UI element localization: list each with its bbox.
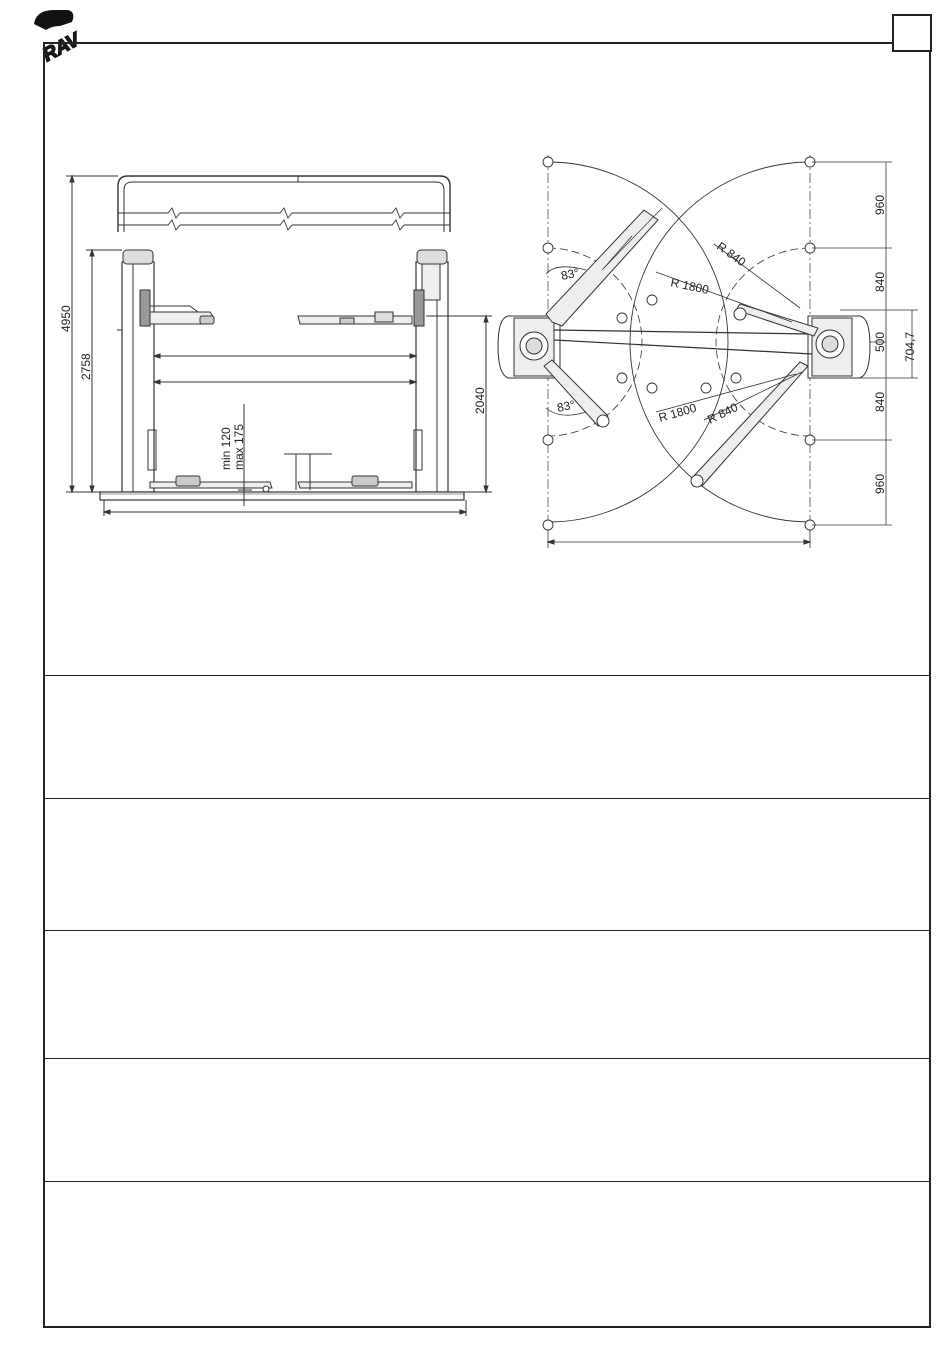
section-divider-4 — [43, 1058, 931, 1059]
label-short-arm-radius-lower: R 840 — [705, 400, 741, 427]
section-divider-2 — [43, 798, 931, 799]
section-divider-1 — [43, 675, 931, 676]
dim-bottom-spacing: 960 — [873, 473, 887, 494]
label-arm-angle-lower: 83° — [555, 397, 577, 415]
dim-upper-mid-spacing: 840 — [873, 271, 887, 292]
section-divider-5 — [43, 1181, 931, 1182]
dim-center-spacing: 500 — [873, 331, 887, 352]
label-long-arm-radius-lower: R 1800 — [656, 400, 699, 425]
label-arm-angle-upper: 83° — [559, 265, 581, 283]
label-long-arm-radius-upper: R 1800 — [669, 275, 711, 297]
svg-text:RAV: RAV — [39, 29, 84, 66]
front-view — [59, 176, 492, 516]
label-short-arm-radius-upper: R 840 — [714, 239, 749, 270]
dim-column-height: 2758 — [79, 353, 93, 380]
dim-lower-mid-spacing: 840 — [873, 391, 887, 412]
dim-offset: 704,7 — [903, 331, 917, 362]
section-divider-3 — [43, 930, 931, 931]
dim-top-spacing: 960 — [873, 194, 887, 215]
dim-pad-min: min 120 — [219, 427, 233, 470]
dim-overall-height: 4950 — [59, 305, 73, 332]
lift-technical-drawing — [0, 0, 950, 600]
top-view — [498, 155, 918, 548]
dim-pad-max: max 175 — [232, 423, 246, 470]
dim-lift-height: 2040 — [473, 387, 487, 414]
